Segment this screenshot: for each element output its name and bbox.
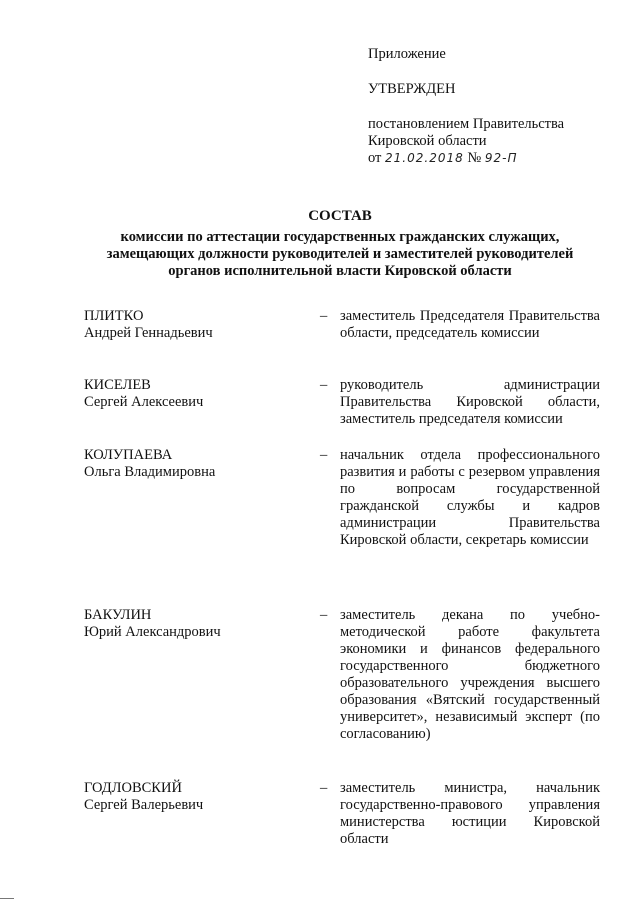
member-given-name: Ольга Владимировна <box>84 464 216 480</box>
member-surname: ПЛИТКО <box>84 308 144 324</box>
approval-stamp <box>368 46 618 167</box>
member-name <box>84 308 304 342</box>
page-edge-mark <box>0 898 14 899</box>
member-surname: КИСЕЛЕВ <box>84 377 151 393</box>
member-name <box>84 780 304 814</box>
appendix-label: Приложение <box>368 46 446 62</box>
member-dash: – <box>320 447 328 463</box>
number-prefix: № <box>467 150 482 166</box>
title-line-2: замещающих должности руководителей и заместителей руководителей <box>106 246 574 262</box>
member-dash: – <box>320 377 328 393</box>
resolution-line-2: Кировской области <box>368 133 487 149</box>
member-given-name: Юрий Александрович <box>84 624 221 640</box>
handwritten-date: 21.02.2018 <box>385 151 464 165</box>
member-name <box>84 607 304 641</box>
title-line-3: органов исполнительной власти Кировской области <box>168 263 512 279</box>
member-given-name: Сергей Валерьевич <box>84 797 204 813</box>
member-role: заместитель декана по учебно-методической работе факультета экономики и финансов федерального государственного бюджетного образовательного учреждения высшего образования «Вятский государственный университет», независимый эксперт (по согласованию) <box>340 607 600 742</box>
resolution-date-line <box>368 150 618 167</box>
member-role: заместитель министра, начальник государственно-правового управления министерства юстиции Кировской области <box>340 780 600 847</box>
member-name <box>84 447 304 481</box>
member-surname: БАКУЛИН <box>84 607 152 623</box>
title-main: СОСТАВ <box>308 208 372 224</box>
date-prefix: от <box>368 150 382 166</box>
member-surname: КОЛУПАЕВА <box>84 447 173 463</box>
member-role: заместитель Председателя Правительства области, председатель комиссии <box>340 308 600 341</box>
member-given-name: Сергей Алексеевич <box>84 394 204 410</box>
member-dash: – <box>320 780 328 796</box>
document-title <box>60 208 620 280</box>
member-given-name: Андрей Геннадьевич <box>84 325 213 341</box>
member-dash: – <box>320 308 328 324</box>
title-line-1: комиссии по аттестации государственных гражданских служащих, <box>120 229 560 245</box>
approved-label: УТВЕРЖДЕН <box>368 81 456 97</box>
resolution-line-1: постановлением Правительства <box>368 116 565 132</box>
member-surname: ГОДЛОВСКИЙ <box>84 780 182 796</box>
member-role: начальник отдела профессионального развития и работы с резервом управления по вопросам государственной гражданской службы и кадров администрации Правительства Кировской области, секретарь комиссии <box>340 447 600 548</box>
member-dash: – <box>320 607 328 623</box>
member-name <box>84 377 304 411</box>
handwritten-number: 92-П <box>484 151 518 165</box>
member-role: руководитель администрации Правительства Кировской области, заместитель председателя комиссии <box>340 377 600 427</box>
